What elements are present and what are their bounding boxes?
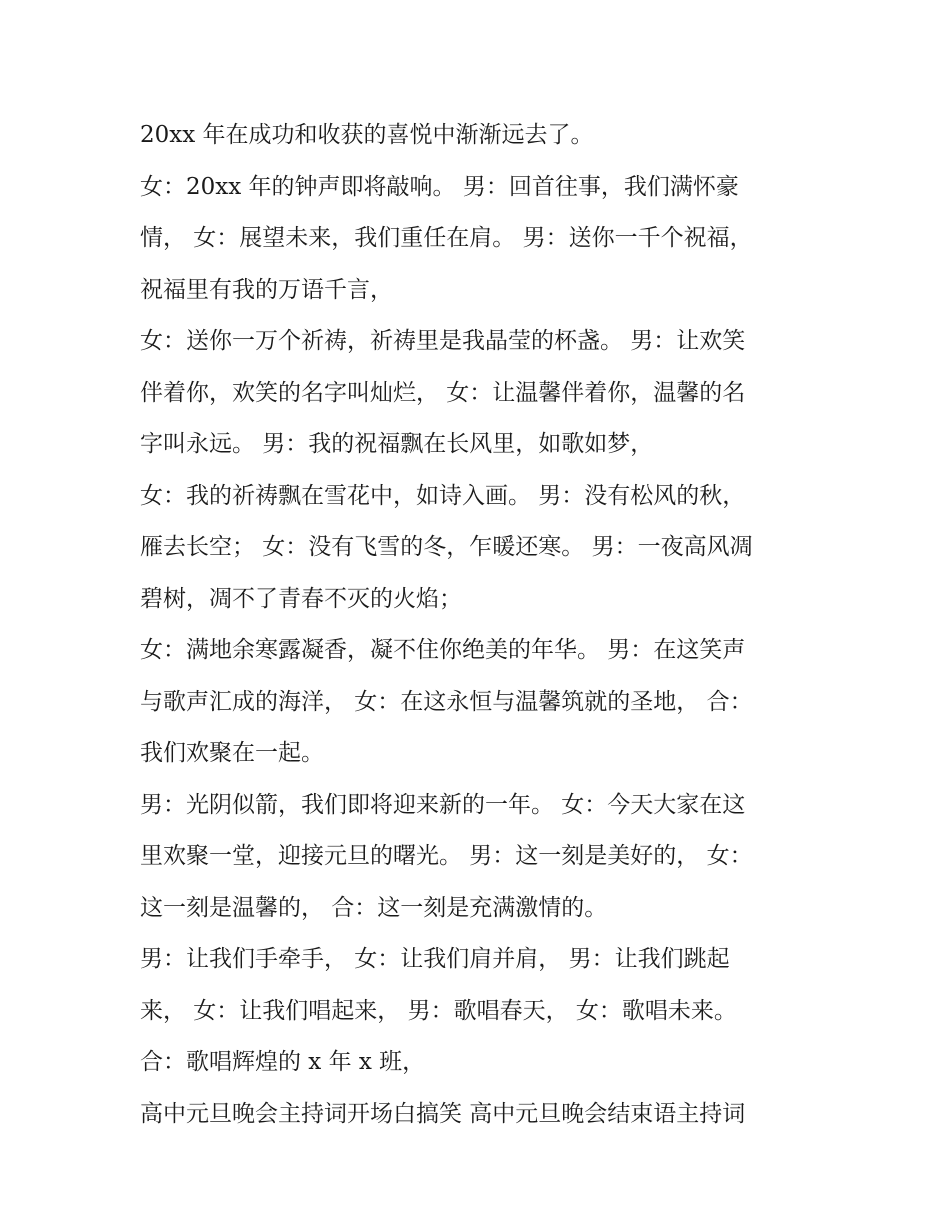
text-line: 祝福里有我的万语千言， — [140, 276, 393, 303]
text-line: 我们欢聚在一起。 — [140, 740, 324, 766]
text-line: 伴着你，欢笑的名字叫灿烂， 女：让温馨伴着你，温馨的名 — [140, 379, 746, 406]
text-line: 男：光阴似箭，我们即将迎来新的一年。 女：今天大家在这 — [140, 791, 746, 818]
text-line: 女：我的祈祷飘在雪花中，如诗入画。 男：没有松风的秋， — [140, 482, 746, 509]
text-line: 合：歌唱辉煌的 x 年 x 班， — [140, 1049, 426, 1075]
text-line: 高中元旦晚会主持词开场白搞笑 高中元旦晚会结束语主持词 — [140, 1100, 746, 1127]
text-line: 雁去长空； 女：没有飞雪的冬，乍暖还寒。 男：一夜高风凋 — [140, 534, 753, 560]
text-line: 情， 女：展望未来，我们重任在肩。 男：送你一千个祝福， — [140, 225, 753, 251]
text-line: 碧树，凋不了青春不灭的火焰； — [140, 585, 462, 612]
text-line: 这一刻是温馨的， 合：这一刻是充满激情的。 — [140, 894, 608, 921]
text-line: 字叫永远。 男：我的祝福飘在长风里，如歌如梦， — [140, 431, 654, 457]
text-line: 与歌声汇成的海洋， 女：在这永恒与温馨筑就的圣地， 合： — [140, 688, 753, 715]
text-line: 女：满地余寒露凝香，凝不住你绝美的年华。 男：在这笑声 — [140, 637, 746, 663]
text-line: 来， 女：让我们唱起来， 男：歌唱春天， 女：歌唱未来。 — [140, 997, 737, 1024]
document-body — [140, 110, 820, 1140]
text-line: 女：20xx 年的钟声即将敲响。 男：回首往事，我们满怀豪 — [140, 173, 739, 200]
text-line: 20xx 年在成功和收获的喜悦中渐渐远去了。 — [140, 122, 594, 148]
text-line: 男：让我们手牵手， 女：让我们肩并肩， 男：让我们跳起 — [140, 946, 730, 972]
text-line: 里欢聚一堂，迎接元旦的曙光。 男：这一刻是美好的， 女： — [140, 843, 753, 869]
text-line: 女：送你一万个祈祷，祈祷里是我晶莹的杯盏。 男：让欢笑 — [140, 328, 746, 354]
